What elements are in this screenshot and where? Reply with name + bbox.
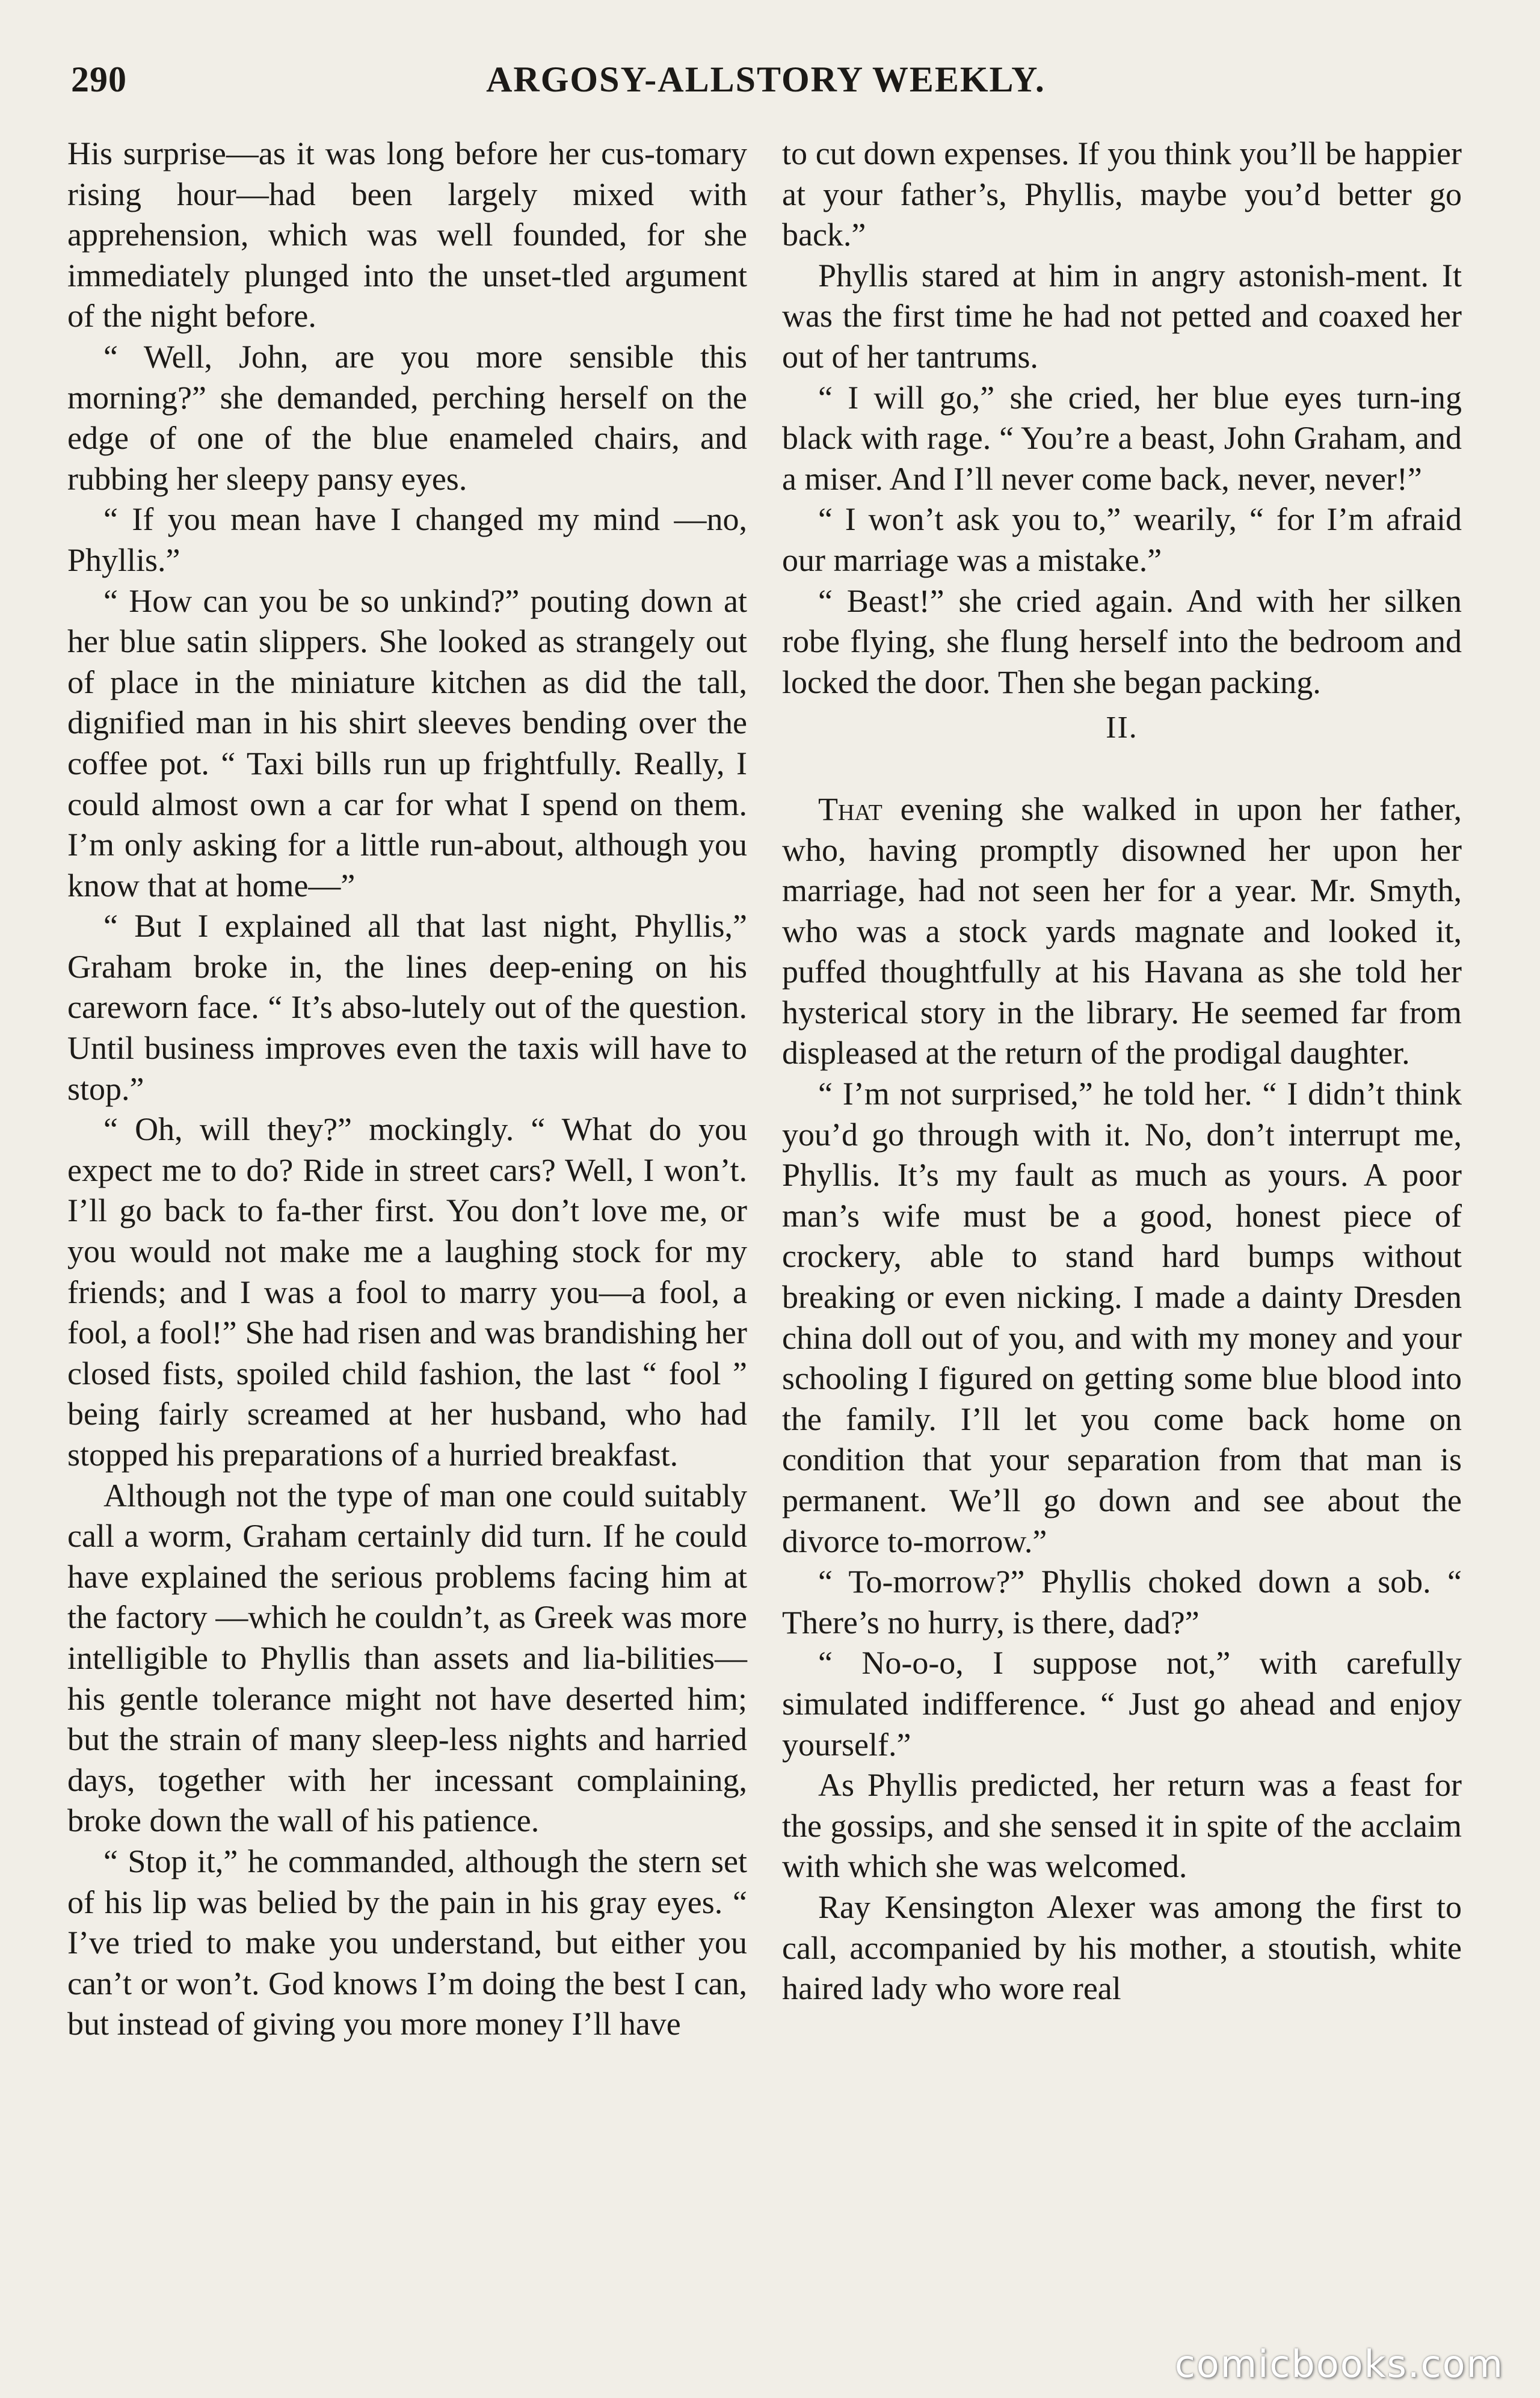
paragraph: “ I won’t ask you to,” wearily, “ for I’m afraid our marriage was a mistake.” <box>782 501 1462 578</box>
paragraph-text: evening she walked in upon her father, who, having promptly disowned her upon her marriage, had not seen her for a year. Mr. Smyth, who was a stock yards magnate and looked it, puffed thoughtfully at his Havana as she told her hysterical story in the library. He seemed far from displeased at the return of the prodigal daughter. <box>782 791 1462 1071</box>
section-opening-word: That <box>818 791 882 827</box>
paragraph: Phyllis stared at him in angry astonish-ment. It was the first time he had not petted and coaxed her out of her tantrums. <box>782 257 1462 375</box>
paragraph: “ Stop it,” he commanded, although the stern set of his lip was belied by the pain in his gray eyes. “ I’ve tried to make you understand, but either you can’t or won’t. God knows I’m doing the best I can, but instead of giving you more money I’ll have <box>67 1843 747 2042</box>
paragraph: “ To-morrow?” Phyllis choked down a sob. “ There’s no hurry, is there, dad?” <box>782 1564 1462 1641</box>
paragraph: “ I will go,” she cried, her blue eyes turn-ing black with rage. “ You’re a beast, John Graham, and a miser. And I’ll never come back, never, never!” <box>782 379 1462 497</box>
paragraph: His surprise—as it was long before her cus-tomary rising hour—had been largely mixed with apprehension, which was well founded, for she immediately plunged into the unset-tled argument of the night before. <box>67 135 747 334</box>
paragraph: “ I’m not surprised,” he told her. “ I didn’t think you’d go through with it. No, don’t interrupt me, Phyllis. It’s my fault as much as yours. A poor man’s wife must be a good, honest piece of crockery, able to stand hard bumps without breaking or even nicking. I made a dainty Dresden china doll out of you, and with my money and your schooling I figured on getting some blue blood into the family. I’ll let you come back home on condition that your separation from that man is permanent. We’ll go down and see about the divorce to-morrow.” <box>782 1076 1462 1559</box>
watermark: comicbooks.com <box>1174 2342 1504 2386</box>
paragraph: “ Beast!” she cried again. And with her silken robe flying, she flung herself into the bedroom and locked the door. Then she began packing. <box>782 582 1462 700</box>
page-number: 290 <box>71 60 127 99</box>
paragraph: “ No-o-o, I suppose not,” with carefully simulated indifference. “ Just go ahead and enjoy yourself.” <box>782 1645 1462 1763</box>
page-header <box>71 59 1461 113</box>
paragraph: “ Oh, will they?” mockingly. “ What do you expect me to do? Ride in street cars? Well, I won’t. I’ll go back to fa-ther first. You don’t love me, or you would not make me a laughing stock for my friends; and I was a fool to marry you—a fool, a fool, a fool!” She had risen and was brandishing her closed fists, spoiled child fashion, the last “ fool ” being fairly screamed at her husband, who had stopped his preparations of a hurried breakfast. <box>67 1111 747 1473</box>
paragraph: “ If you mean have I changed my mind —no, Phyllis.” <box>67 501 747 578</box>
paragraph: As Phyllis predicted, her return was a feast for the gossips, and she sensed it in spite of the acclaim with which she was welcomed. <box>782 1767 1462 1885</box>
paragraph: “ How can you be so unkind?” pouting down at her blue satin slippers. She looked as strangely out of place in the miniature kitchen as did the tall, dignified man in his shirt sleeves bending over the coffee pot. “ Taxi bills run up frightfully. Really, I could almost own a car for what I spend on them. I’m only asking for a little run-about, although you know that at home—” <box>67 582 747 904</box>
section-number: II. <box>1106 710 1138 745</box>
left-column <box>67 134 747 2045</box>
running-title: ARGOSY-ALLSTORY WEEKLY. <box>486 60 1046 99</box>
paragraph: Ray Kensington Alexer was among the first to call, accompanied by his mother, a stoutish, white haired lady who wore real <box>782 1888 1462 2007</box>
section-opening-paragraph <box>782 789 1462 1074</box>
paragraph: to cut down expenses. If you think you’ll be happier at your father’s, Phyllis, maybe you’d better go back.” <box>782 135 1462 253</box>
right-column <box>782 134 1462 2009</box>
paragraph: “ But I explained all that last night, Phyllis,” Graham broke in, the lines deep-ening on his careworn face. “ It’s abso-lutely out of the question. Until business improves even the taxis will have to stop.” <box>67 908 747 1107</box>
paragraph: “ Well, John, are you more sensible this morning?” she demanded, perching herself on the edge of one of the blue enameled chairs, and rubbing her sleepy pansy eyes. <box>67 338 747 497</box>
paragraph: Although not the type of man one could suitably call a worm, Graham certainly did turn. If he could have explained the serious problems facing him at the factory —which he couldn’t, as Greek was more intelligible to Phyllis than assets and lia-bilities—his gentle tolerance might not have deserted him; but the strain of many sleep-less nights and harried days, together with her incessant complaining, broke down the wall of his patience. <box>67 1477 747 1839</box>
